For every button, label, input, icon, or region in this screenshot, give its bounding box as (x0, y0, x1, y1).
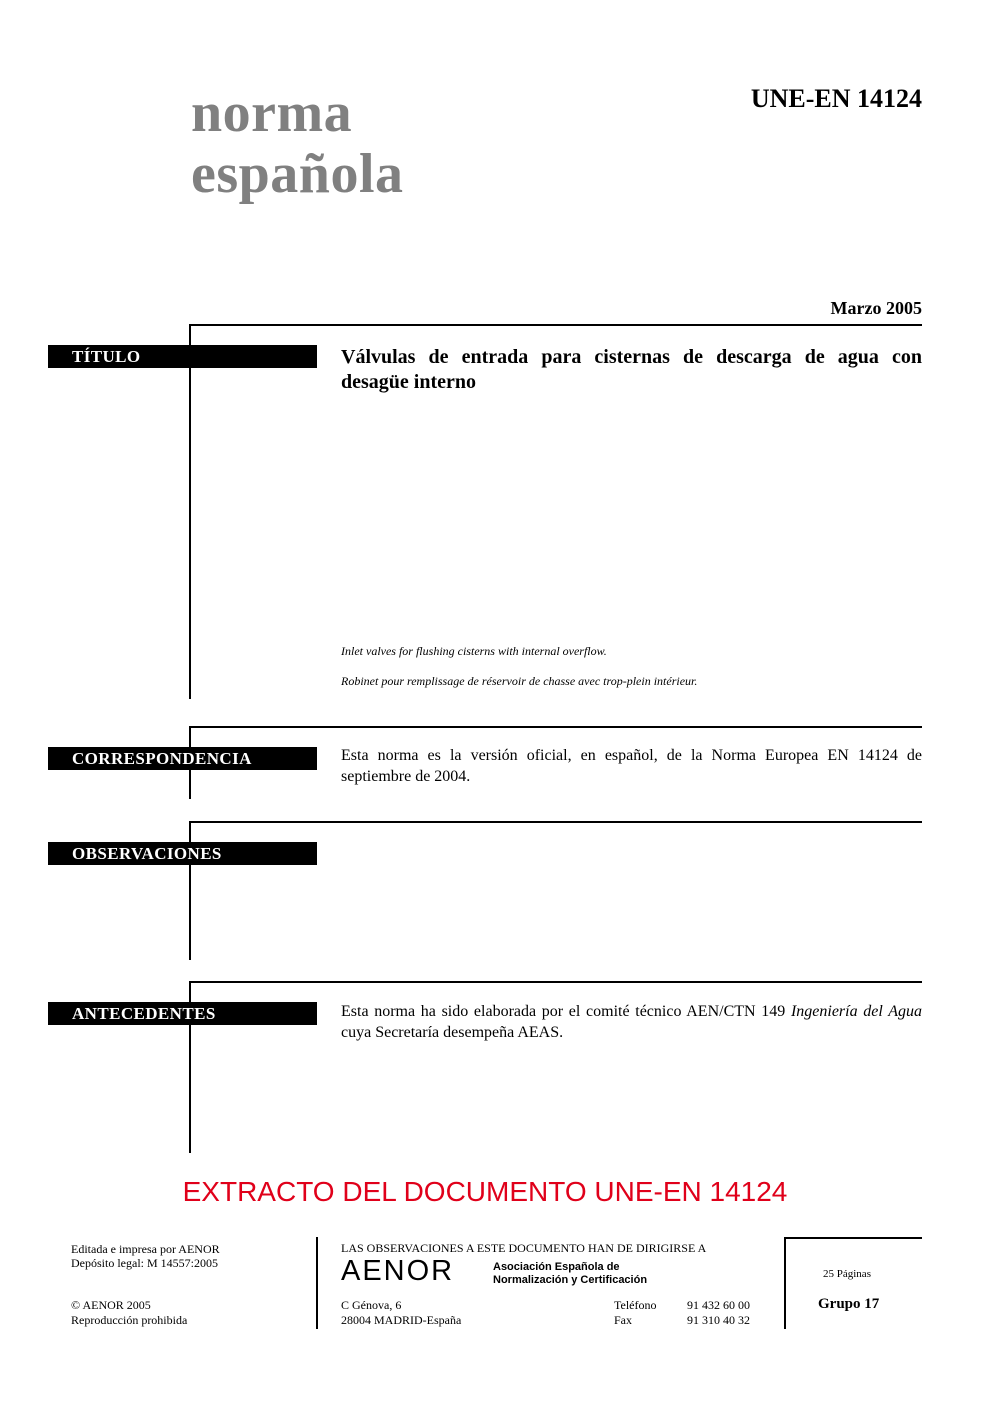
footer-divider-right (784, 1237, 786, 1329)
footer-box-top-rule (784, 1237, 922, 1239)
section-rule-observaciones (189, 821, 922, 823)
section-label-observaciones: OBSERVACIONES (48, 842, 317, 865)
footer-address-line2: 28004 MADRID-España (341, 1313, 462, 1327)
footer-phone-value: 91 432 60 00 (687, 1298, 750, 1312)
section-label-titulo: TÍTULO (48, 345, 317, 368)
antecedentes-text-end: cuya Secretaría desempeña AEAS. (341, 1024, 564, 1041)
footer-legal-deposit: Depósito legal: M 14557:2005 (71, 1256, 218, 1270)
antecedentes-committee-name: Ingeniería del Agua (790, 1003, 922, 1020)
section-rule-titulo (189, 324, 922, 326)
brand-line-1: norma (191, 82, 353, 144)
aenor-logo-text: AENOR (341, 1255, 455, 1287)
footer-reproduction: Reproducción prohibida (71, 1313, 188, 1327)
footer-address-line1: C Génova, 6 (341, 1298, 402, 1312)
correspondencia-text: Esta norma es la versión oficial, en español, de la Norma Europea EN 14124 de septiembre de 2004. (341, 747, 922, 785)
document-title-en: Inlet valves for flushing cisterns with internal overflow. (341, 644, 607, 658)
footer-fax-value: 91 310 40 32 (687, 1313, 750, 1327)
footer-pages: 25 Páginas (823, 1268, 871, 1280)
footer-copyright: © AENOR 2005 (71, 1298, 151, 1312)
aenor-full-name (493, 1261, 647, 1287)
section-rule-correspondencia (189, 726, 922, 728)
footer-group: Grupo 17 (818, 1296, 880, 1312)
footer-fax-label: Fax (614, 1313, 632, 1327)
antecedentes-text (341, 1001, 922, 1043)
section-label-antecedentes: ANTECEDENTES (48, 1002, 317, 1025)
section-rule-antecedentes (189, 981, 922, 983)
section-label-correspondencia: CORRESPONDENCIA (48, 747, 317, 770)
standard-code: UNE-EN 14124 (750, 84, 922, 113)
document-title: Válvulas de entrada para cisternas de descarga de agua con desagüe interno (341, 346, 922, 393)
footer-divider-left (316, 1237, 318, 1329)
antecedentes-text-start: Esta norma ha sido elaborada por el comité técnico AEN/CTN 149 (341, 1003, 791, 1020)
extract-notice: EXTRACTO DEL DOCUMENTO UNE-EN 14124 (182, 1176, 788, 1207)
aenor-full-name-line1: Asociación Española de (493, 1261, 620, 1273)
brand-line-2: española (191, 143, 404, 205)
footer-observations-notice: LAS OBSERVACIONES A ESTE DOCUMENTO HAN DE DIRIGIRSE A (341, 1241, 707, 1255)
footer-phone-label: Teléfono (614, 1298, 657, 1312)
aenor-full-name-line2: Normalización y Certificación (493, 1274, 648, 1286)
document-title-fr: Robinet pour remplissage de réservoir de chasse avec trop-plein intérieur. (341, 674, 698, 688)
section-vrule-titulo (189, 324, 191, 699)
publication-date: Marzo 2005 (830, 298, 922, 318)
footer-edited-by: Editada e impresa por AENOR (71, 1242, 220, 1256)
